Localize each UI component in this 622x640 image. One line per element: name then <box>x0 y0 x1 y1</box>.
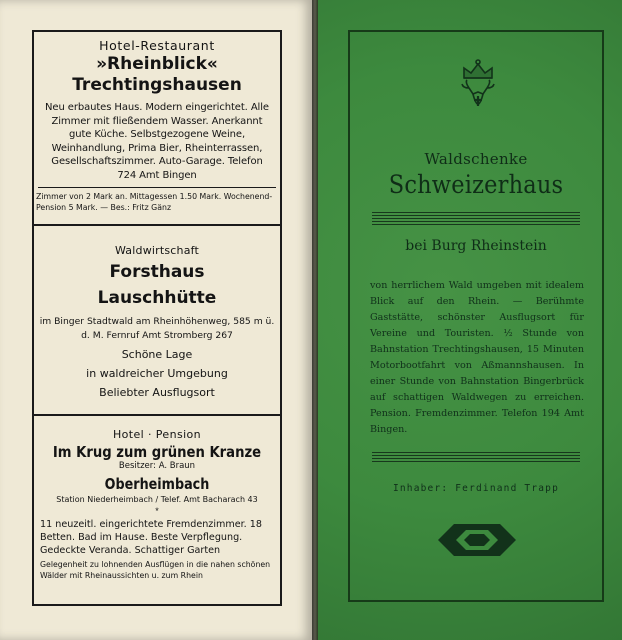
ad-title: Im Krug zum grünen Kranze <box>52 443 262 461</box>
ad-title-town: Trechtingshausen <box>72 75 242 95</box>
ad-hotel-rheinblick <box>34 38 280 213</box>
ad-footer: Gelegenheit zu lohnenden Ausflügen in die nahen schönen Wälder mit Rheinaussichten u. zum Rhein <box>40 560 271 580</box>
ad-tagline: in waldreicher Umgebung <box>86 367 228 380</box>
ad-title: Forsthaus <box>109 262 205 282</box>
ad-kicker: Waldwirtschaft <box>114 244 200 257</box>
venue-subtitle: bei Burg Rheinstein <box>405 238 547 254</box>
ad-title-second: Lauschhütte <box>97 288 217 308</box>
divider <box>34 224 280 226</box>
ad-tagline: Schöne Lage <box>121 348 193 361</box>
venue-kicker: Waldschenke <box>424 150 528 168</box>
ad-station: Station Niederheimbach / Telef. Amt Bacharach 43 <box>56 495 258 504</box>
divider <box>34 414 280 416</box>
ad-forsthaus-lauschhuette <box>34 234 280 402</box>
ad-description: 11 neuzeitl. eingerichtete Fremdenzimmer. 18 Betten. Bad im Hause. Beste Verpflegung. Gedeckte Veranda. Schattiger Garten <box>40 519 262 556</box>
ornament-star: * <box>155 506 159 516</box>
ornamental-rule <box>372 212 580 226</box>
ad-krug-zum-gruenen-kranze <box>34 424 280 581</box>
right-page <box>318 0 622 640</box>
venue-description: von herrlichem Wald umgeben mit idealem Blick auf den Rhein. — Berühmte Gaststätte, schönster Ausflugsort für Vereine und Touristen. ½ Stunde von Bahnstation Trechtingshausen, 15 Minuten Motorbootfahrt von Aßmannshausen. In einer Stunde von Bahnstation Bingerbrück auf schattigen Waldwegen zu erreichen. Pension. Fremdenzimmer. Telefon 194 Amt Bingen. <box>370 280 584 435</box>
schweizerhaus-frame <box>348 30 604 602</box>
ad-tagline: Beliebter Ausflugsort <box>99 386 215 399</box>
advertisements-frame <box>32 30 282 606</box>
ad-title: »Rheinblick« <box>96 54 218 74</box>
venue-title: Schweizerhaus <box>388 170 564 199</box>
ornamental-rule <box>372 452 580 462</box>
ad-address: im Binger Stadtwald am Rheinhöhenweg, 585 m ü. d. M. Fernruf Amt Stromberg 267 <box>39 316 275 341</box>
crown-stag-crest-icon <box>455 58 501 120</box>
diamond-emblem-icon <box>436 522 518 558</box>
ad-kicker: Hotel · Pension <box>112 428 202 441</box>
ad-kicker: Hotel-Restaurant <box>99 38 215 53</box>
ad-footer: Zimmer von 2 Mark an. Mittagessen 1.50 Mark. Wochenend-Pension 5 Mark. — Bes.: Fritz Gänz <box>36 192 273 212</box>
ad-place: Oberheimbach <box>104 475 210 493</box>
ad-owner: Besitzer: A. Braun <box>118 461 196 471</box>
venue-owner: Inhaber: Ferdinand Trapp <box>392 483 560 494</box>
ad-description: Neu erbautes Haus. Modern eingerichtet. Alle Zimmer mit fließendem Wasser. Anerkannt gute Küche. Selbstgezogene Weine, Weinhandlung, Prima Bier, Rheinterrassen, Gesellschaftszimmer. Auto-Garage. Telefon 724 Amt Bingen <box>45 102 269 181</box>
